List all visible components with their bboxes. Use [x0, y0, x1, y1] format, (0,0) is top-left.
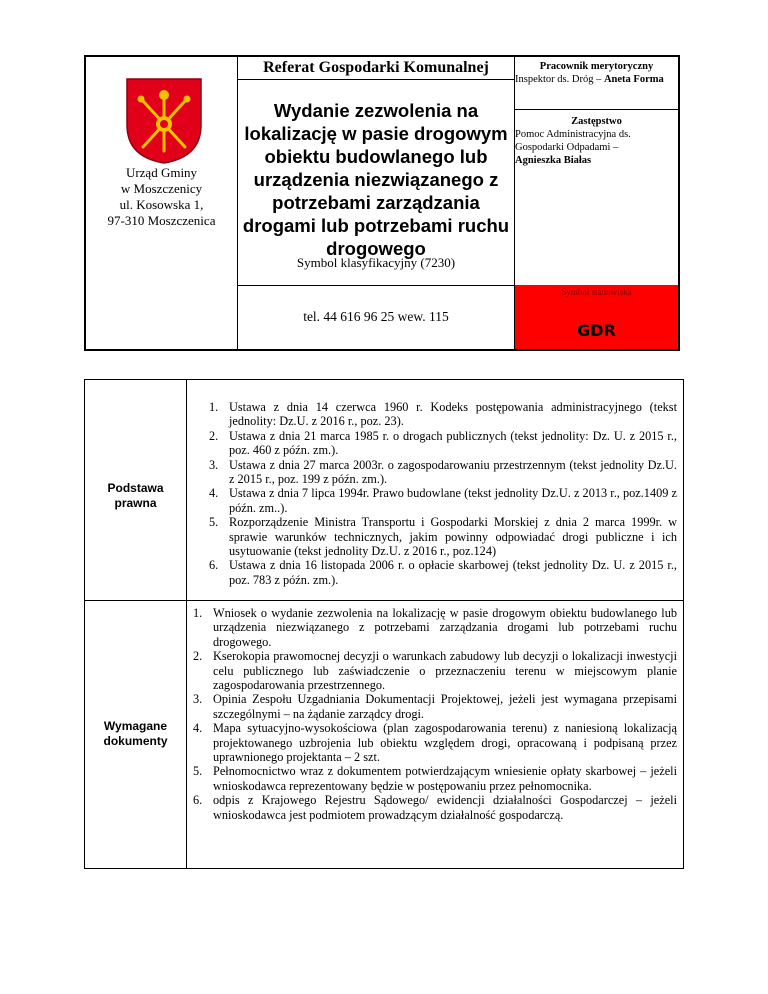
- divider: [515, 109, 678, 110]
- list-item: 1. Ustawa z dnia 14 czerwca 1960 r. Kodeks postępowania administracyjnego (tekst jednolity: Dz.U. z 2016 r., poz. 23).: [209, 400, 677, 429]
- worker-section: [515, 60, 678, 86]
- list-item-text: Ustawa z dnia 27 marca 2003r. o zagospodarowaniu przestrzennym (tekst jednolity Dz.U. z 2015 r., poz. 199 z późn. zm.).: [229, 457, 677, 487]
- position-symbol-box: [515, 285, 678, 349]
- worker-role: Inspektor ds. Dróg –: [515, 74, 602, 85]
- list-item-text: Rozporządzenie Ministra Transportu i Gospodarki Morskiej z dnia 2 marca 1999r. w sprawie warunków technicznych, jakim powinny odpowiadać drogi publiczne i ich usytuowanie (tekst jednolity Dz.U. z 2016 r., poz.124): [229, 515, 677, 559]
- list-item-text: Pełnomocnictwo wraz z dokumentem potwierdzającym wniesienie opłaty skarbowej – jeżeli wnioskodawca reprezentowany będzie w postępowaniu przez pełnomocnika.: [213, 764, 677, 793]
- list-item-text: Mapa sytuacyjno-wysokościowa (plan zagospodarowania terenu) z naniesioną lokalizacją projektowanego uzbrojenia lub obiektu względem drogi, opracowaną i podpisaną przez uprawnionego projektanta – 2 szt.: [213, 721, 677, 765]
- list-item: 2. Kserokopia prawomocnej decyzji o warunkach zabudowy lub decyzji o lokalizacji inwestycji celu publicznego lub zaświadczenie o przeznaczeniu terenu w miejscowym planie zagospodarowania przestrzennego.: [193, 649, 677, 693]
- list-item-text: Wniosek o wydanie zezwolenia na lokalizację w pasie drogowym obiektu budowlanego lub urządzenia niezwiązanego z potrzebami zarządzania drogami lub potrzebami ruchu drogowego.: [213, 606, 677, 649]
- worker-name: Aneta Forma: [603, 74, 664, 85]
- list-item: 6. Ustawa z dnia 16 listopada 2006 r. o opłacie skarbowej (tekst jednolity Dz. U. z 2015 r., poz. 783 z późn. zm.).: [209, 558, 677, 587]
- list-item: 3. Ustawa z dnia 27 marca 2003r. o zagospodarowaniu przestrzennym (tekst jednolity Dz.U. z 2015 r., poz. 199 z późn. zm.).: [209, 457, 677, 487]
- phone-number: tel. 44 616 96 25 wew. 115: [303, 309, 449, 324]
- deputy-role: Pomoc Administracyjna ds. Gospodarki Odpadami –: [515, 129, 631, 153]
- divider: [237, 79, 514, 80]
- list-item-text: odpis z Krajowego Rejestru Sądowego/ ewidencji działalności Gospodarczej – jeżeli wnioskodawca jest podmiotem prowadzącym działalność gospodarczą.: [213, 793, 677, 822]
- office-line: 97-310 Moszczenica: [107, 213, 216, 228]
- list-item-text: Ustawa z dnia 7 lipca 1994r. Prawo budowlane (tekst jednolity Dz.U. z 2013 r., poz.1409 z późn. zm..).: [229, 486, 677, 515]
- legal-basis-list: [209, 400, 677, 587]
- list-item: 5. Rozporządzenie Ministra Transportu i Gospodarki Morskiej z dnia 2 marca 1999r. w sprawie warunków technicznych, jakim powinny odpowiadać drogi publiczne i ich usytuowanie (tekst jednolity Dz.U. z 2016 r., poz.124): [209, 515, 677, 559]
- classification-symbol: Symbol klasyfikacyjny (7230): [296, 255, 456, 270]
- deputy-section: [515, 115, 678, 167]
- list-item: 2. Ustawa z dnia 21 marca 1985 r. o drogach publicznych (tekst jednolity: Dz. U. z 2015 r., poz. 460 z późn. zm.).: [209, 428, 677, 458]
- list-item: 4. Ustawa z dnia 7 lipca 1994r. Prawo budowlane (tekst jednolity Dz.U. z 2013 r., poz.1409 z późn. zm..).: [209, 486, 677, 515]
- list-item-text: Kserokopia prawomocnej decyzji o warunkach zabudowy lub decyzji o lokalizacji inwestycji celu publicznego lub zaświadczenie o przeznaczeniu terenu w miejscowym planie zagospodarowania przestrzennego.: [213, 649, 677, 693]
- list-item: 6. odpis z Krajowego Rejestru Sądowego/ ewidencji działalności Gospodarczej – jeżeli wnioskodawca jest podmiotem prowadzącym działalność gospodarczą.: [193, 793, 677, 822]
- list-item: 1. Wniosek o wydanie zezwolenia na lokalizację w pasie drogowym obiektu budowlanego lub urządzenia niezwiązanego z potrzebami zarządzania drogami lub potrzebami ruchu drogowego.: [193, 606, 677, 649]
- department-name: Referat Gospodarki Komunalnej: [263, 59, 489, 76]
- office-line: ul. Kosowska 1,: [119, 197, 204, 212]
- worker-info: [515, 73, 678, 86]
- list-item-text: Opinia Zespołu Uzgadniania Dokumentacji Projektowej, jeżeli jest wymagana przepisami szczególnymi – na żądanie zarządcy drogi.: [213, 692, 677, 721]
- list-item-text: Ustawa z dnia 14 czerwca 1960 r. Kodeks postępowania administracyjnego (tekst jednolity: Dz.U. z 2016 r., poz. 23).: [229, 400, 677, 429]
- office-address: [86, 165, 237, 229]
- position-symbol: GDR: [577, 321, 616, 340]
- position-symbol-label: Symbol stanowiska: [561, 287, 632, 297]
- office-line: Urząd Gminy: [125, 165, 198, 180]
- list-item-text: Ustawa z dnia 16 listopada 2006 r. o opłacie skarbowej (tekst jednolity Dz. U. z 2015 r., poz. 783 z późn. zm.).: [229, 558, 677, 587]
- list-item: 5. Pełnomocnictwo wraz z dokumentem potwierdzającym wniesienie opłaty skarbowej – jeżeli wnioskodawca reprezentowany będzie w postępowaniu przez pełnomocnika.: [193, 764, 677, 793]
- required-documents-label: Wymagane dokumenty: [103, 719, 168, 748]
- required-documents-list: [193, 606, 677, 822]
- list-item: 4. Mapa sytuacyjno-wysokościowa (plan zagospodarowania terenu) z naniesioną lokalizacją projektowanego uzbrojenia lub obiektu względem drogi, opracowaną i podpisaną przez uprawnionego projektanta – 2 szt.: [193, 721, 677, 765]
- divider: [186, 380, 187, 868]
- info-table: [84, 379, 684, 869]
- legal-basis-label: Podstawa prawna: [107, 481, 164, 510]
- procedure-title: Wydanie zezwolenia na lokalizację w pasie drogowym obiektu budowlanego lub urządzenia niezwiązanego z potrzebami zarządzania drogami lub potrzebami ruchu drogowego: [242, 100, 510, 259]
- list-item: 3. Opinia Zespołu Uzgadniania Dokumentacji Projektowej, jeżeli jest wymagana przepisami szczególnymi – na żądanie zarządcy drogi.: [193, 692, 677, 721]
- list-item-text: Ustawa z dnia 21 marca 1985 r. o drogach publicznych (tekst jednolity: Dz. U. z 2015 r., poz. 460 z późn. zm.).: [229, 428, 677, 458]
- deputy-label: Zastępstwo: [571, 116, 622, 127]
- coat-of-arms-icon: [125, 77, 203, 165]
- header-box: [84, 55, 680, 351]
- divider: [85, 600, 683, 601]
- deputy-name: Agnieszka Białas: [515, 155, 592, 166]
- worker-label: Pracownik merytoryczny: [539, 61, 654, 72]
- office-line: w Moszczenicy: [120, 181, 203, 196]
